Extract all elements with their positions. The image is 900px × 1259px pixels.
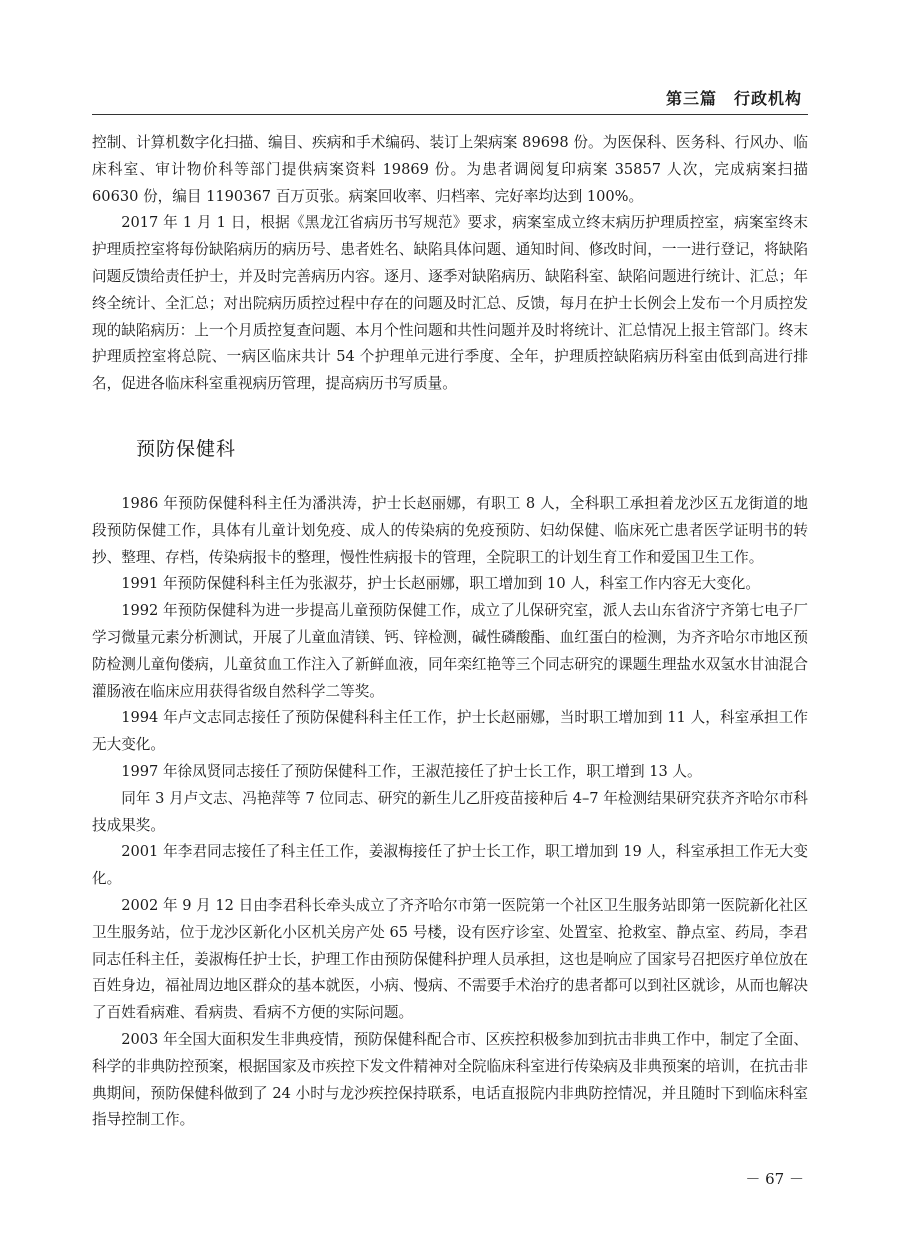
body-paragraph: 1994 年卢文志同志接任了预防保健科科主任工作，护士长赵丽娜，当时职工增加到 11 人，科室承担工作无大变化。 [92, 709, 808, 754]
body-paragraph: 1986 年预防保健科科主任为潘洪涛，护士长赵丽娜，有职工 8 人，全科职工承担着龙沙区五龙街道的地段预防保健工作，具体有儿童计划免疫、成人的传染病的免疫预防、妇幼保健、临床死亡患者医学证明书的转抄、整理、存档，传染病报卡的整理，慢性性病报卡的管理，全院职工的计划生育工作和爱国卫生工作。 [92, 494, 808, 566]
section-heading: 预防保健科 [136, 437, 237, 460]
page-number: － 67 － [745, 1170, 804, 1188]
body-paragraph: 2017 年 1 月 1 日，根据《黑龙江省病历书写规范》要求，病案室成立终末病历护理质控室，病案室终末护理质控室将每份缺陷病历的病历号、患者姓名、缺陷具体问题、通知时间、修改时间，一一进行登记，将缺陷问题反馈给责任护士，并及时完善病历内容。逐月、逐季对缺陷病历、缺陷科室、缺陷问题进行统计、汇总；年终全统计、全汇总；对出院病历质控过程中存在的问题及时汇总、反馈，每月在护士长例会上发布一个月质控发现的缺陷病历：上一个月质控复查问题、本月个性问题和共性问题并及时将统计、汇总情况上报主管部门。终末护理质控室将总院、一病区临床共计 54 个护理单元进行季度、全年，护理质控缺陷病历科室由低到高进行排名，促进各临床科室重视病历管理，提高病历书写质量。 [92, 214, 808, 393]
body-paragraph: 1991 年预防保健科科主任为张淑芬，护士长赵丽娜，职工增加到 10 人，科室工作内容无大变化。 [121, 575, 760, 593]
body-paragraph: 1997 年徐凤贤同志接任了预防保健科工作，王淑范接任了护士长工作，职工增到 13 人。 [121, 762, 702, 780]
body-paragraph: 2002 年 9 月 12 日由李君科长牵头成立了齐齐哈尔市第一医院第一个社区卫生服务站即第一医院新化社区卫生服务站，位于龙沙区新化小区机关房产处 65 号楼，设有医疗诊室、处置室、抢救室、静点室、药局，李君同志任科主任，姜淑梅任护士长，护理工作由预防保健科护理人员承担，这也是响应了国家号召把医疗单位放在百姓身边，福祉周边地区群众的基本就医，小病、慢病、不需要手术治疗的患者都可以到社区就诊，从而也解决了百姓看病难、看病贵、看病不方便的实际问题。 [92, 896, 808, 1022]
body-paragraph-continued: 控制、计算机数字化扫描、编目、疾病和手术编码、装订上架病案 89698 份。为医保科、医务科、行风办、临床科室、审计物价科等部门提供病案资料 19869 份。为患者调阅复印病案 35857 人次，完成病案扫描 60630 份，编目 1190367 百万页张。病案回收率、归档率、完好率均达到 100%。 [92, 134, 808, 205]
body-paragraph: 1992 年预防保健科为进一步提高儿童预防保健工作，成立了儿保研究室，派人去山东省济宁齐第七电子厂学习微量元素分析测试，开展了儿童血清镁、钙、锌检测，碱性磷酸酯、血红蛋白的检测，为齐齐哈尔市地区预防检测儿童佝偻病，儿童贫血工作注入了新鲜血液，同年栾红艳等三个同志研究的课题生理盐水双氢水甘油混合灌肠液在临床应用获得省级自然科学二等奖。 [92, 602, 808, 700]
body-paragraph: 2001 年李君同志接任了科主任工作，姜淑梅接任了护士长工作，职工增加到 19 人，科室承担工作无大变化。 [92, 843, 808, 888]
section-header-title: 第三篇 行政机构 [665, 89, 802, 108]
page-content [92, 130, 808, 1134]
body-paragraph: 同年 3 月卢文志、冯艳萍等 7 位同志、研究的新生儿乙肝疫苗接种后 4–7 年检测结果研究获齐齐哈尔市科技成果奖。 [92, 789, 808, 834]
page-header [92, 84, 808, 115]
body-paragraph: 2003 年全国大面积发生非典疫情，预防保健科配合市、区疾控积极参加到抗击非典工作中，制定了全面、科学的非典防控预案，根据国家及市疾控下发文件精神对全院临床科室进行传染病及非典预案的培训，在抗击非典期间，预防保健科做到了 24 小时与龙沙疾控保持联系，电话直报院内非典防控情况，并且随时下到临床科室指导控制工作。 [92, 1030, 808, 1129]
